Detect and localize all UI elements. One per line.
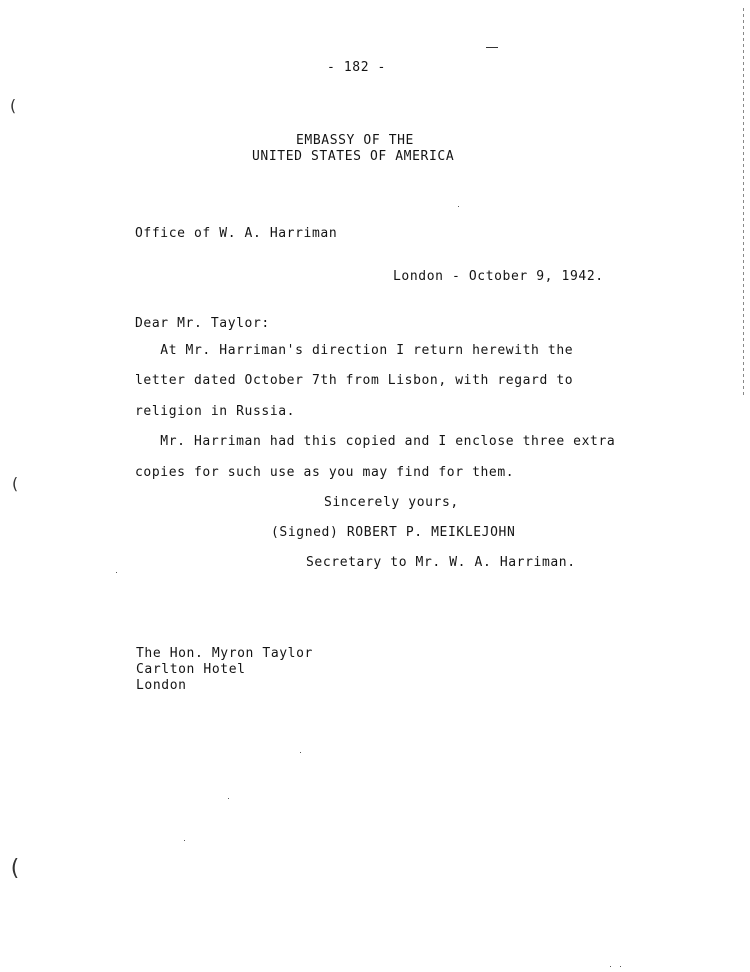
letterhead-line-2: UNITED STATES OF AMERICA [252, 149, 455, 164]
page-number: - 182 - [327, 60, 386, 75]
addressee-line: London [136, 678, 187, 693]
body-line: religion in Russia. [135, 404, 296, 419]
scan-speck [228, 798, 229, 799]
dateline: London - October 9, 1942. [393, 269, 604, 284]
closing: Sincerely yours, [324, 495, 459, 510]
body-line: At Mr. Harriman's direction I return herewith the [135, 343, 574, 358]
scan-speck [458, 206, 459, 207]
binder-hole-mark: ( [8, 856, 22, 881]
letterhead-line-1: EMBASSY OF THE [296, 133, 414, 148]
addressee-line: Carlton Hotel [136, 662, 246, 677]
salutation: Dear Mr. Taylor: [135, 316, 270, 331]
addressee-line: The Hon. Myron Taylor [136, 646, 313, 661]
scan-speck [116, 572, 117, 573]
binding-edge-dotted-line [743, 8, 744, 398]
office-line: Office of W. A. Harriman [135, 226, 338, 241]
binder-hole-mark: ( [8, 96, 18, 115]
body-line: letter dated October 7th from Lisbon, with regard to [135, 373, 574, 388]
signer-title: Secretary to Mr. W. A. Harriman. [306, 555, 576, 570]
body-line: copies for such use as you may find for them. [135, 465, 515, 480]
scan-speck [610, 966, 611, 967]
binder-hole-mark: ( [10, 474, 20, 493]
scan-speck [184, 840, 185, 841]
scan-speck [300, 752, 301, 753]
body-line: Mr. Harriman had this copied and I enclose three extra [135, 434, 616, 449]
signature: (Signed) ROBERT P. MEIKLEJOHN [271, 525, 516, 540]
stray-mark [486, 47, 498, 48]
scan-speck [620, 966, 621, 967]
